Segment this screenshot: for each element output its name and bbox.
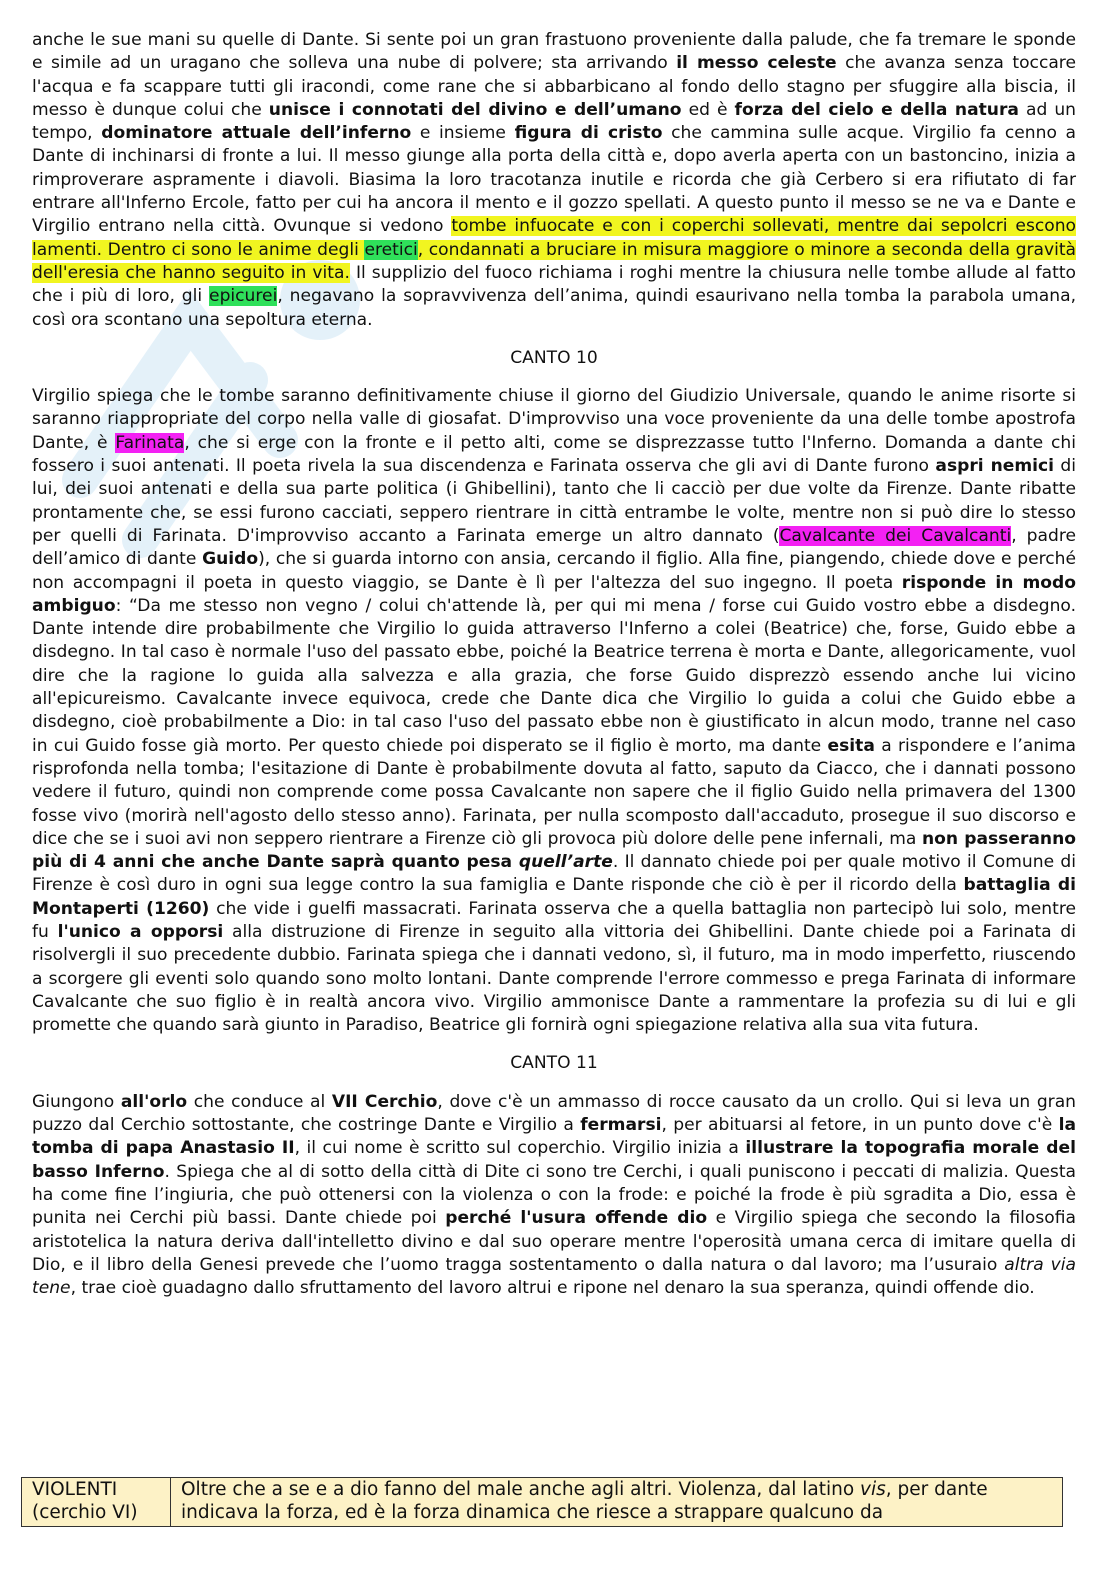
text: , per dante indicava la forza, ed è la forza dinamica che riesce a strappare qualcuno da <box>181 1479 988 1523</box>
canto-11-heading: CANTO 11 <box>510 1053 598 1074</box>
bold-text: la tomba di papa Anastasio II <box>32 1115 1076 1159</box>
bold-text: fermarsi <box>580 1115 662 1136</box>
paragraph-messo-celeste <box>32 29 1076 332</box>
text: anche le sue mani su quelle di Dante. Si sente poi un gran frastuono proveniente dalla palude, che fa tremare le sponde e simile ad un uragano che solleva una nube di polvere; sta arrivando <box>32 30 1076 74</box>
highlight-green: eretici <box>364 239 418 260</box>
bold-text: unisce i connotati del divino e dell’umano <box>268 99 682 120</box>
table-label-cell <box>22 1478 171 1527</box>
text: e insieme <box>411 123 515 144</box>
text: e Virgilio spiega che secondo la filosofia aristotelica la natura deriva dall'intelletto divino e dal suo operare mentre l'operosità umana cerca di imitare quella di Dio, e il libro della Genesi prevede che l’uomo tragga sostentamento o dalla natura o dal lavoro; ma l’usuraio <box>32 1208 1076 1275</box>
text: che conduce al <box>187 1091 332 1112</box>
table-row <box>22 1478 1063 1527</box>
text: che avanza senza toccare l'acqua e fa scappare tutti gli iracondi, come rane che si abbarbicano al fondo dello stagno per sfuggire alla biscia, il messo è dunque colui che <box>32 53 1076 120</box>
text: Virgilio spiega che le tombe saranno definitivamente chiuse il giorno del Giudizio Universale, quando le anime risorte si saranno riappropriate del corpo nella valle di giosafat. D'improvviso una voce proveniente da una delle tombe apostrofa Dante, è <box>32 386 1076 453</box>
text: di lui, dei suoi antenati e della sua parte politica (i Ghibellini), tanto che li cacciò per due volte da Firenze. Dante ribatte prontamente che, se essi furono cacciati, seppero rientrare in città entrambe le volte, mentre non si può dire lo stesso per quelli di Farinata. D'improvviso accanto a Farinata emerge un altro dannato ( <box>32 456 1076 546</box>
text: , negavano la sopravvivenza dell’anima, quindi esaurivano nella tomba la parabola umana, così ora scontano una sepoltura eterna. <box>32 286 1076 330</box>
document-page <box>32 29 1076 1300</box>
bold-text: l'unico a opporsi <box>57 921 224 942</box>
text: ad un tempo, <box>32 99 1077 144</box>
text: ed è <box>681 99 735 120</box>
highlight-yellow: tombe infuocate e con i coperchi sollevati, mentre dai sepolcri escono lamenti. Dentro ci sono le anime degli <box>32 216 1076 260</box>
text: , per abituarsi al fetore, in un punto dove c'è <box>661 1115 1059 1136</box>
paragraph-canto-10 <box>32 385 1076 1037</box>
label-line: (cerchio VI) <box>32 1502 138 1523</box>
bold-text: all'orlo <box>120 1091 188 1112</box>
bold-text: figura di cristo <box>514 123 663 144</box>
bold-text: il messo celeste <box>676 53 837 74</box>
table-description-cell <box>171 1478 1063 1527</box>
text: , padre dell’amico di dante <box>32 525 1076 570</box>
canto-10-heading: CANTO 10 <box>510 347 598 368</box>
highlight-yellow: , condannati a bruciare in misura maggiore o minore a seconda della gravità dell'eresia che hanno seguito in vita. <box>32 239 1077 283</box>
text: Oltre che a se e a dio fanno del male anche agli altri. Violenza, dal latino <box>181 1479 861 1500</box>
bold-text: dominatore attuale dell’inferno <box>101 123 412 144</box>
bold-text: perché l'usura offende dio <box>445 1208 708 1229</box>
bold-text: Guido <box>202 549 259 570</box>
text: ), che si guarda intorno con ansia, cercando il figlio. Alla fine, piangendo, chiede dove e perché non accompagni il poeta in questo viaggio, se Dante è lì per l'altezza del suo ingegno. Il poeta <box>32 549 1077 593</box>
paragraph-canto-11 <box>32 1091 1076 1301</box>
bold-text: aspri nemici <box>935 456 1054 477</box>
text: , trae cioè guadagno dallo sfruttamento del lavoro altrui e ripone nel denaro la sua speranza, quindi offende dio. <box>70 1278 1035 1299</box>
text: alla distruzione di Firenze in seguito alla vittoria dei Ghibellini. Dante chiede poi a Farinata di risolvergli il suo precedente dubbio. Farinata spiega che i dannati vedono, sì, il futuro, ma in modo imperfetto, riuscendo a scorgere gli eventi solo quando sono molto lontani. Dante comprende l'errore commesso e prega Farinata di informare Cavalcante che suo figlio è in realtà ancora vivo. Virgilio ammonisce Dante a rammentare la profezia su di lui e gli promette che quando sarà giunto in Paradiso, Beatrice gli fornirà ogni spiegazione relativa alla sua vita futura. <box>32 921 1076 1036</box>
bold-text: VII Cerchio <box>331 1091 438 1112</box>
text: che cammina sulle acque. Virgilio fa cenno a Dante di inchinarsi di fronte a lui. Il messo giunge alla porta della città e, dopo averla aperta con un bastoncino, inizia a rimproverare aspramente i diavoli. Biasima la loro tracotanza inutile e ricorda che già Cerbero si era rifiutato di far entrare all'Inferno Ercole, fatto per cui ha ancora il mento e il gozzo spellati. A questo punto il messo se ne va e Dante e Virgilio entrano nella città. Ovunque si vedono <box>32 123 1076 237</box>
text: , il cui nome è scritto sul coperchio. Virgilio inizia a <box>294 1138 746 1159</box>
label-line: VIOLENTI <box>32 1479 118 1500</box>
text: che vide i guelfi massacrati. Farinata osserva che a quella battaglia non partecipò lui solo, mentre fu <box>32 898 1076 942</box>
text: . Spiega che al di sotto della città di Dite ci sono tre Cerchi, i quali puniscono i peccati di malizia. Questa ha come fine l’ingiuria, che può ottenersi con la violenza o con la frode: e poiché la frode è più sgradita a Dio, essa è punita nei Cerchi più bassi. Dante chiede poi <box>32 1161 1077 1229</box>
text: Il supplizio del fuoco richiama i roghi mentre la chiusura nelle tombe allude al fatto che i più di loro, gli <box>32 262 1076 307</box>
bold-text: non passeranno più di 4 anni che anche Dante saprà quanto pesa <box>32 828 1076 873</box>
bold-text: battaglia di Montaperti (1260) <box>32 875 1077 919</box>
highlight-green: epicurei <box>209 286 278 307</box>
bold-text: risponde in modo ambiguo <box>32 572 1076 616</box>
text: , che si erge con la fronte e il petto alti, come se disprezzasse tutto l'Inferno. Domanda a dante chi fossero i suoi antenati. Il poeta rivela la sua discendenza e Farinata osserva che gli avi di Dante furono <box>32 432 1076 477</box>
bold-text: forza del cielo e della natura <box>734 99 1019 120</box>
highlight-magenta: Cavalcante dei Cavalcanti <box>779 525 1012 546</box>
text: Giungono <box>32 1091 121 1112</box>
bold-text: illustrare la topografia morale del basso Inferno <box>32 1138 1076 1182</box>
highlight-magenta: Farinata <box>115 432 185 453</box>
text: a rispondere e l’anima risprofonda nella tomba; l'esitazione di Dante è probabilmente dovuta al fatto, saputo da Ciacco, che i dannati possono vedere il futuro, quindi non comprende come possa Cavalcante non sapere che il figlio Guido nella primavera del 1300 fosse vivo (morirà nell'agosto dello stesso anno). Farinata, per nulla scomposto dall'accaduto, prosegue il suo discorso e dice che se i suoi avi non seppero rientrare a Firenze ciò gli provoca più dolore delle pene infernali, ma <box>32 735 1076 849</box>
text: . Il dannato chiede poi per quale motivo il Comune di Firenze è così duro in ogni sua legge contro la sua famiglia e Dante risponde che ciò è per il ricordo della <box>32 852 1076 896</box>
italic-text: vis <box>860 1479 886 1500</box>
text: , dove c'è un ammasso di rocce causato da un crollo. Qui si leva un gran puzzo dal Cerchio sottostante, che costringe Dante e Virgilio a <box>32 1091 1077 1136</box>
italic-text: altra via tene <box>32 1254 1076 1299</box>
bold-italic-text: quell’arte <box>518 852 613 873</box>
bold-text: esita <box>827 735 875 756</box>
violenti-table <box>21 1477 1063 1527</box>
text: : “Da me stesso non vegno / colui ch'attende là, per qui mi mena / forse cui Guido vostro ebbe a disdegno. Dante intende dire probabilmente che Virgilio lo guida attraverso l'Inferno a colei (Beatrice) che, forse, Guido ebbe a disdegno. In tal caso è normale l'uso del passato ebbe, poiché la Beatrice terrena è morta e Dante, allegoricamente, vuol dire che la ragione lo guida alla salvezza e alla grazia, che forse Guido disprezzò essendo anche lui vicino all'epicureismo. Cavalcante invece equivoca, crede che Dante dica che Virgilio lo guida a colui che Guido ebbe a disdegno, cioè probabilmente a Dio: in tal caso l'uso del passato ebbe non è giustificato in alcun modo, tranne nel caso in cui Guido fosse già morto. Per questo chiede poi disperato se il figlio è morto, ma dante <box>32 595 1076 756</box>
